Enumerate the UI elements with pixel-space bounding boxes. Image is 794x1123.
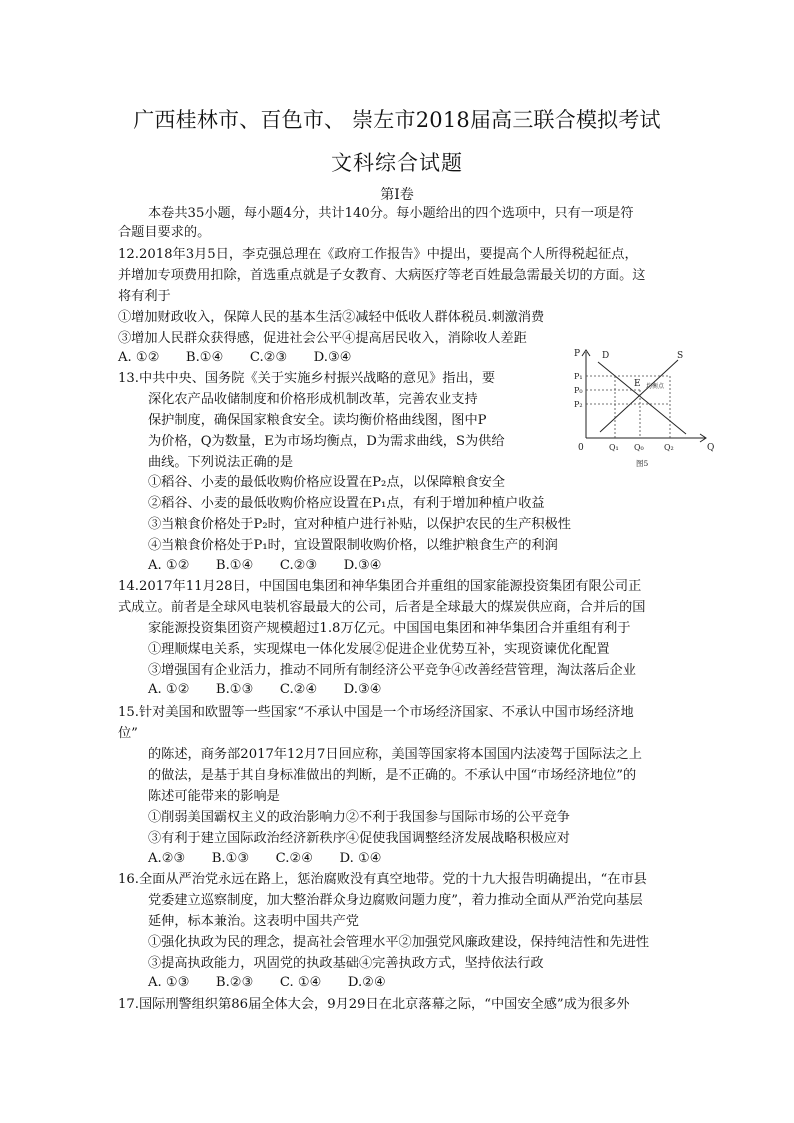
q13-answer-choices: A. ①② B.①④ C.②③ D.③④ (148, 558, 382, 573)
supply-curve (600, 360, 678, 432)
q14-stem: 家能源投资集团资产规模超过1.8万亿元。中国国电集团和神华集团合并重组有利于 (148, 621, 631, 636)
q13-stem: 深化农产品收储制度和价格形成机制改革，完善农业支持 (148, 392, 478, 407)
volume-label: 第Ⅰ卷 (380, 187, 414, 203)
q1-tick: Q₁ (609, 443, 619, 452)
q15-option-line: ①削弱美国霸权主义的政治影响力②不利于我国参与国际市场的公平竞争 (148, 810, 570, 825)
demand-curve (598, 362, 686, 434)
exam-subtitle: 文科综合试题 (331, 151, 463, 175)
q2-tick: Q₂ (664, 443, 674, 452)
q15-stem: 陈述可能带来的影响是 (148, 789, 280, 804)
q16-stem: 党委建立巡察制度，加大整治群众身边腐败问题力度”，着力推动全面从严治党向基层 (148, 893, 643, 908)
q12-stem: 12.2018年3月5日，李克强总理在《政府工作报告》中提出，要提高个人所得税起征点， (118, 247, 638, 262)
intro-line: 本卷共35小题，每小题4分，共计140分。每小题给出的四个选项中，只有一项是符 (148, 206, 634, 221)
q14-option-line: ③增强国有企业活力，推动不同所有制经济公平竞争④改善经营管理，淘汰落后企业 (148, 663, 636, 678)
supply-label: S (677, 351, 684, 361)
q13-stem: 13.中共中央、国务院《关于实施乡村振兴战略的意见》指出，要 (118, 371, 496, 386)
q16-option-line: ①强化执政为民的理念，提高社会管理水平②加强党风廉政建设，保持纯洁性和先进性 (148, 935, 650, 950)
origin-label: 0 (578, 443, 584, 453)
q13-stem: 曲线。下列说法正确的是 (148, 455, 294, 470)
q16-answer-choices: A. ①③ B.②③ C. ①④ D.②④ (148, 975, 386, 990)
demand-label: D (602, 351, 610, 361)
q13-option-line: ④当粮食价格处于P₁时，宜设置限制收购价格，以维护粮食生产的利润 (148, 538, 558, 553)
q15-answer-choices: A.②③ B.①③ C.②④ D. ①④ (148, 851, 382, 866)
q17-stem: 17.国际刑警组织第86届全体大会，9月29日在北京落幕之际，“中国安全感”成为很多外 (118, 997, 630, 1012)
q14-answer-choices: A. ①② B.①③ C.②④ D.③④ (148, 682, 382, 697)
q12-option-line: ①增加财政收入，保障人民的基本生活②减轻中低收人群体税员.刺激消费 (118, 310, 545, 325)
p-axis-label: P (574, 349, 581, 359)
q16-option-line: ③提高执政能力，巩固党的执政基础④完善执政方式，坚持依法行政 (148, 956, 544, 971)
q14-option-line: ①理顺煤电关系，实现煤电一体化发展②促进企业优势互补，实现资谏优化配置 (148, 642, 610, 657)
equilibrium-note: 均衡点 (646, 383, 665, 390)
q15-stem: 位” (118, 726, 138, 741)
q13-stem: 保护制度，确保国家粮食安全。读均衡价格曲线图，图中P (148, 413, 487, 428)
q16-stem: 延伸，标本兼治。这表明中国共产党 (148, 914, 359, 929)
equilibrium-label: E (634, 379, 641, 389)
p0-tick: P₀ (574, 386, 583, 395)
p1-tick: P₁ (574, 372, 583, 381)
equilibrium-price-figure (566, 346, 714, 472)
q14-stem: 14.2017年11月28日，中国国电集团和神华集团合并重组的国家能源投资集团有限公司正 (118, 579, 642, 594)
q12-option-line: ③增加人民群众获得感，促进社会公平④提高居民收入，消除收人差距 (118, 331, 527, 346)
q15-stem: 15.针对美国和欧盟等一些国家“不承认中国是一个市场经济国家、不承认中国市场经济地 (118, 705, 634, 720)
q13-option-line: ③当粮食价格处于P₂时，宜对种植户进行补贴，以保护农民的生产积极性 (148, 517, 571, 532)
q15-stem: 的做法，是基于其自身标准做出的判断，是不正确的。不承认中国“市场经济地位”的 (148, 768, 637, 783)
exam-title: 广西桂林市、百色市、 崇左市2018届高三联合模拟考试 (133, 108, 661, 132)
q-axis-label: Q (707, 443, 714, 453)
q0-tick: Q₀ (634, 443, 644, 452)
q13-option-line: ①稻谷、小麦的最低收购价格应设置在P₂点，以保障粮食安全 (148, 475, 506, 490)
q12-stem: 并增加专项费用扣除，首选重点就是子女教育、大病医疗等老百姓最急需最关切的方面。这 (118, 268, 646, 283)
q12-stem: 将有利于 (118, 289, 171, 304)
q15-stem: 的陈述，商务部2017年12月7日回应称，美国等国家将本国国内法凌驾于国际法之上 (148, 747, 642, 762)
q14-stem: 式成立。前者是全球风电装机容最最大的公司，后者是全球最大的煤炭供应商，合并后的国 (118, 600, 646, 615)
figure-caption: 图5 (636, 459, 649, 468)
intro-line: 合题目要求的。 (118, 225, 211, 240)
q16-stem: 16.全面从严治党永远在路上，惩治腐败没有真空地带。党的十九大报告明确提出，“在市县 (118, 872, 647, 887)
q13-stem: 为价格，Q为数量，E为市场均衡点，D为需求曲线，S为供给 (148, 434, 505, 449)
q12-answer-choices: A. ①② B.①④ C.②③ D.③④ (118, 350, 352, 365)
q15-option-line: ③有利于建立国际政治经济新秩序④促使我国调整经济发展战略积极应对 (148, 831, 570, 846)
p2-tick: P₂ (574, 400, 583, 409)
q13-option-line: ②稻谷、小麦的最低收购价格应设置在P₁点，有利于增加种植户收益 (148, 496, 545, 511)
